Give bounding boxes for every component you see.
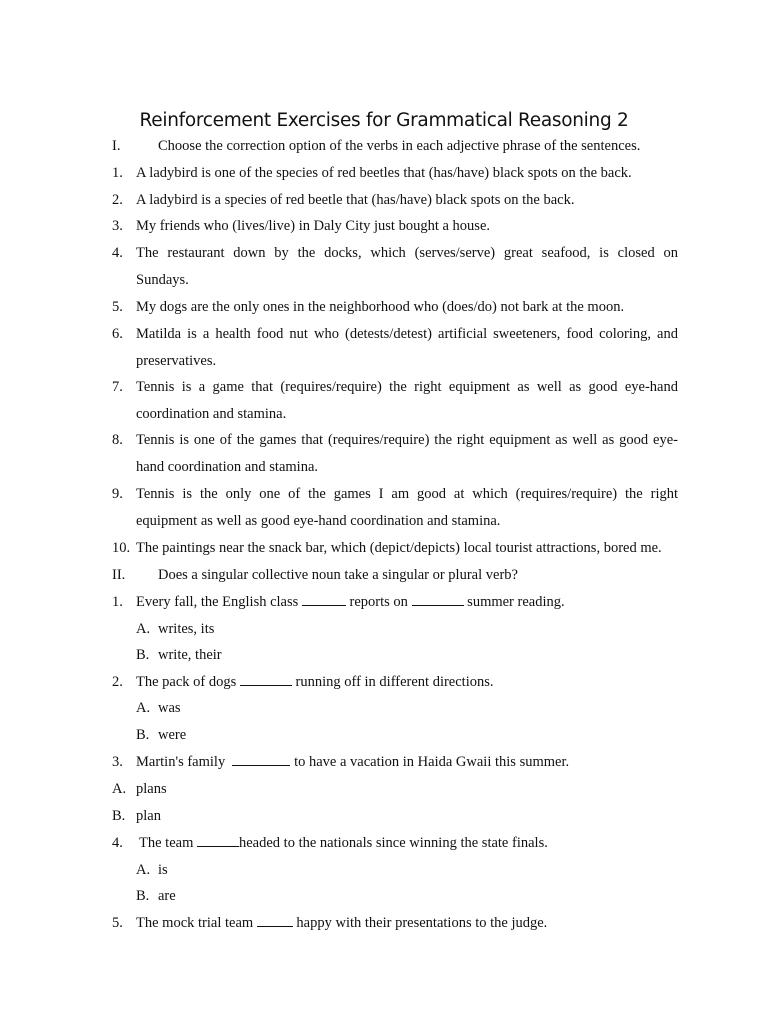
- answer-blank: [232, 753, 290, 766]
- item-text: coordination and stamina.: [136, 406, 287, 422]
- option-text: write, their: [158, 647, 222, 663]
- answer-blank: [257, 914, 293, 927]
- section-instruction: Choose the correction option of the verbs in each adjective phrase of the sentences.: [158, 138, 641, 154]
- item-number: 4.: [112, 835, 123, 851]
- question-text-part: headed to the nationals since winning the state finals.: [238, 835, 548, 851]
- answer-blank: [240, 673, 292, 686]
- question-text-part: happy with their presentations to the judge.: [296, 915, 548, 931]
- question-text-part: The pack of dogs: [136, 674, 237, 690]
- item-number: 8.: [112, 432, 123, 448]
- option-letter: A.: [136, 700, 151, 716]
- option-letter: A.: [136, 862, 151, 878]
- item-text: The restaurant down by the docks, which (serves/serve) great seafood, is closed on: [136, 245, 678, 261]
- item-text: preservatives.: [136, 353, 217, 369]
- item-number: 2.: [112, 674, 123, 690]
- item-number: 5.: [112, 299, 123, 315]
- section-number: II.: [112, 567, 126, 583]
- option-letter: B.: [112, 808, 126, 824]
- item-text: My friends who (lives/live) in Daly City just bought a house.: [136, 218, 491, 234]
- question-text: [136, 593, 678, 611]
- item-number: 3.: [112, 754, 123, 770]
- item-text: Tennis is one of the games that (requires/require) the right equipment as well as good eye-: [136, 432, 678, 448]
- question-text-part: The mock trial team: [136, 915, 254, 931]
- item-number: 1.: [112, 165, 123, 181]
- answer-blank: [197, 834, 239, 847]
- item-text: My dogs are the only ones in the neighborhood who (does/do) not bark at the moon.: [136, 299, 625, 315]
- option-text: writes, its: [158, 621, 215, 637]
- option-letter: A.: [136, 621, 151, 637]
- item-number: 10.: [112, 540, 131, 556]
- question-text-part: summer reading.: [467, 594, 565, 610]
- question-text: [136, 673, 678, 691]
- item-text: Sundays.: [136, 272, 189, 288]
- question-text: [136, 753, 678, 771]
- answer-blank: [302, 593, 346, 606]
- option-text: was: [158, 700, 181, 716]
- option-text: are: [158, 888, 176, 904]
- option-letter: A.: [112, 781, 127, 797]
- question-text-part: to have a vacation in Haida Gwaii this summer.: [294, 754, 570, 770]
- item-text: Tennis is the only one of the games I am good at which (requires/require) the right: [136, 486, 678, 502]
- item-number: 1.: [112, 594, 123, 610]
- item-text: Matilda is a health food nut who (detests/detest) artificial sweeteners, food coloring, and: [136, 326, 678, 342]
- question-text-part: reports on: [349, 594, 408, 610]
- option-text: is: [158, 862, 168, 878]
- option-text: plan: [136, 808, 161, 824]
- option-text: were: [158, 727, 187, 743]
- item-number: 2.: [112, 192, 123, 208]
- item-text: hand coordination and stamina.: [136, 459, 319, 475]
- question-text-part: running off in different directions.: [295, 674, 494, 690]
- option-letter: B.: [136, 727, 150, 743]
- item-number: 4.: [112, 245, 123, 261]
- option-letter: B.: [136, 647, 150, 663]
- item-text: The paintings near the snack bar, which (depict/depicts) local tourist attractions, bored me.: [136, 540, 662, 556]
- item-text: A ladybird is one of the species of red beetles that (has/have) black spots on the back.: [136, 165, 632, 181]
- question-text-part: Martin's family: [136, 754, 226, 770]
- item-text: Tennis is a game that (requires/require) the right equipment as well as good eye-hand: [136, 379, 678, 395]
- item-number: 6.: [112, 326, 123, 342]
- item-text: A ladybird is a species of red beetle that (has/have) black spots on the back.: [136, 192, 575, 208]
- section-number: I.: [112, 138, 121, 154]
- item-number: 9.: [112, 486, 123, 502]
- item-number: 7.: [112, 379, 123, 395]
- question-text-part: Every fall, the English class: [136, 594, 299, 610]
- question-text: [136, 914, 678, 932]
- page-title: Reinforcement Exercises for Grammatical Reasoning 2: [139, 110, 629, 131]
- section-instruction: Does a singular collective noun take a singular or plural verb?: [158, 567, 518, 583]
- question-text-part: The team: [139, 835, 194, 851]
- answer-blank: [412, 593, 464, 606]
- item-number: 3.: [112, 218, 123, 234]
- option-text: plans: [136, 781, 167, 797]
- item-number: 5.: [112, 915, 123, 931]
- option-letter: B.: [136, 888, 150, 904]
- question-text: [139, 834, 681, 852]
- item-text: equipment as well as good eye-hand coordination and stamina.: [136, 513, 501, 529]
